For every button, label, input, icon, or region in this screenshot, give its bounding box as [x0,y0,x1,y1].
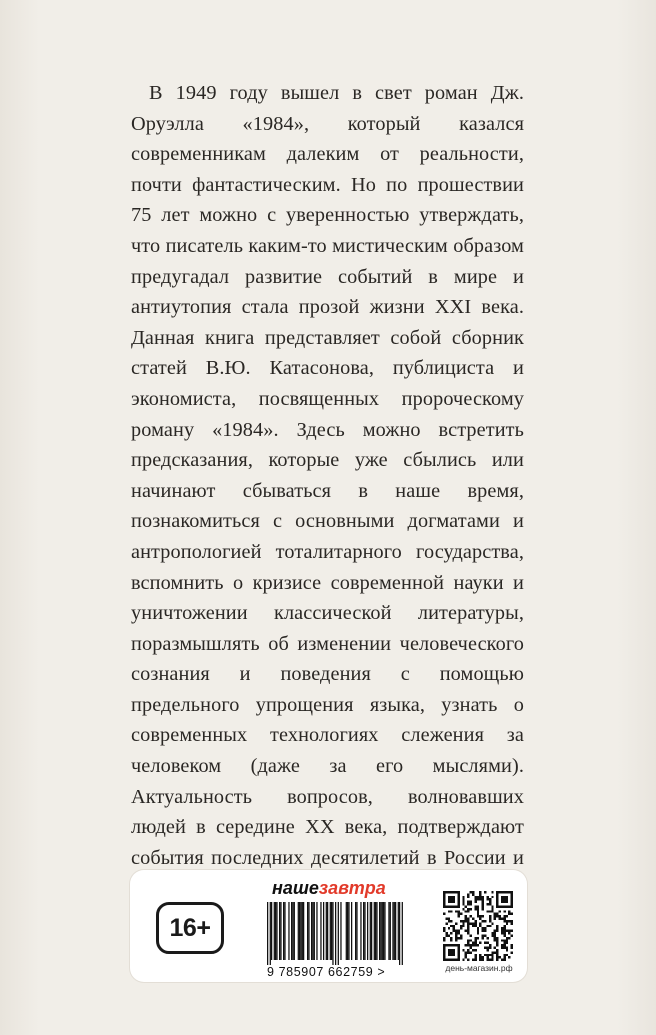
barcode-bar [294,902,295,960]
publisher-logo-part1: наше [272,878,319,898]
barcode-bar [348,902,349,960]
barcode-bar [332,902,333,965]
barcode-bar [398,902,399,960]
barcode-bar [302,902,303,960]
barcode-bar [270,902,271,965]
barcode-bar [351,902,352,960]
barcode-bar [307,902,308,960]
barcode-bar [283,902,284,960]
barcode-bar [371,902,372,960]
barcode-bar [382,902,383,960]
barcode-bar [299,902,300,960]
barcode-bar [384,902,385,960]
isbn-number: 9 785907 662759 > [267,965,386,979]
barcode-bar [380,902,381,960]
barcode-bar [303,902,304,960]
barcode-bar [402,902,403,965]
barcode-bar [390,902,391,960]
barcode-bar [363,902,364,960]
barcode-bar [276,902,277,960]
publisher-logo-part2: завтра [318,878,386,898]
barcode-bar [383,902,384,960]
barcode-bar [356,902,357,960]
barcode-bar [330,902,331,960]
blurb-text-block [131,78,524,904]
barcode-bar [338,902,339,965]
barcode-bar [392,902,393,960]
barcode-bar [355,902,356,960]
barcode-bar [376,902,377,960]
barcode-bar [312,902,313,960]
barcode-bar [360,902,361,960]
barcode-bar [399,902,400,965]
barcode-bar [284,902,285,960]
barcode-bar [308,902,309,960]
barcode-bar [274,902,275,960]
isbn-barcode [267,902,403,965]
imprint-panel [130,870,527,982]
barcode-bar [300,902,301,960]
barcode-bar [298,902,299,960]
barcode-bar [327,902,328,960]
barcode-bar [340,902,341,960]
barcode-bar [388,902,389,960]
barcode-bar [314,902,315,960]
barcode-bar [292,902,293,960]
barcode-bar [288,902,289,960]
barcode-bar [279,902,280,960]
barcode-bar [320,902,321,960]
website-url: день-магазин.рф [445,963,513,973]
barcode-bar [395,902,396,960]
barcode-bar [316,902,317,960]
age-rating-badge: 16+ [156,902,224,954]
barcode-bar [375,902,376,960]
blurb-paragraph: В 1949 году вышел в свет роман Дж. Оруэлла «1984», который казался современникам далеким от реальности, почти фантастическим. Но по прошествии 75 лет можно с уверенностью утверждать, что писатель каким-то мистическим образом предугадал развитие событий в мире и антиутопия стала прозой жизни XXI века. Данная книга представляет собой сборник статей В.Ю. Катасонова, публициста и экономиста, посвященных пророческому роману «1984». Здесь можно встретить предсказания, которые уже сбылись или начинают сбываться в наше время, познакомиться с основными догматами и антропологией тоталитарного государства, вспомнить о кризисе современной науки и уничтожении классической литературы, поразмышлять об изменении человеческого сознания и поведения с помощью предельного упрощения языка, узнать о современных технологиях слежения за человеком (даже за его мыслями). Актуальность вопросов, волновавших людей в середине XX века, подтверждают события последних десятилетий в России и [131,82,524,869]
publisher-logo [272,877,402,899]
barcode-bar [331,902,332,960]
barcode-bar [326,902,327,960]
barcode-bar [291,902,292,960]
barcode-bar [374,902,375,960]
barcode-bar [346,902,347,960]
barcode-bar [335,902,336,965]
barcode-bar [275,902,276,960]
barcode-bar [370,902,371,960]
barcode-bar [394,902,395,960]
barcode-bar [311,902,312,960]
barcode-bar [323,902,324,960]
barcode-bar [347,902,348,960]
barcode-bar [379,902,380,960]
barcode-bar [280,902,281,960]
barcode-bar [364,902,365,960]
barcode-bar [267,902,268,965]
barcode-bar [271,902,272,960]
qr-code-icon [443,891,513,961]
barcode-bar [367,902,368,960]
